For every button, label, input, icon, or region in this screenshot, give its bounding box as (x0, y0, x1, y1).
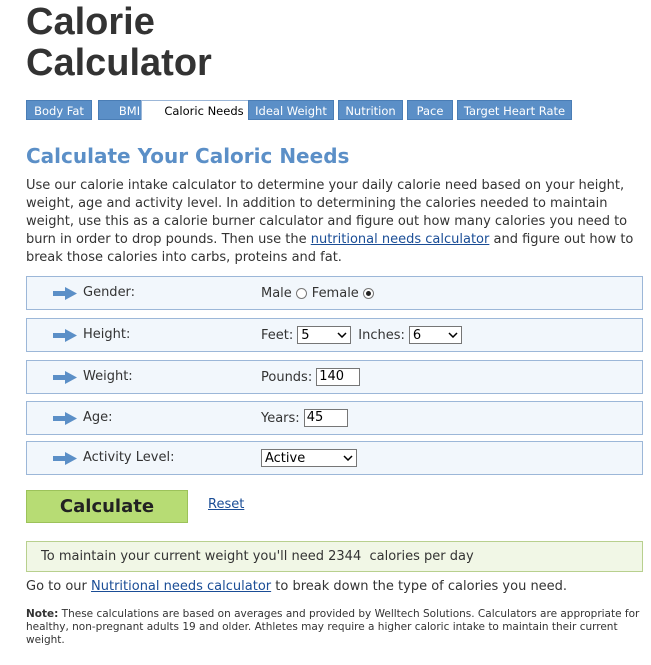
activity-field (261, 442, 357, 474)
female-radio[interactable] (363, 288, 374, 299)
result-text: To maintain your current weight you'll need (41, 549, 329, 564)
activity-row (26, 441, 643, 475)
gender-row (26, 276, 643, 310)
arrow-right-icon (53, 452, 77, 465)
intro-text-end: and figure out how to break those calories into carbs, proteins and fat. (26, 232, 634, 265)
nutritional-needs-calculator-link[interactable]: Nutritional needs calculator (91, 579, 272, 594)
goto-line (26, 578, 567, 596)
pounds-label: Pounds: (261, 369, 313, 385)
gender-label: Gender: (83, 285, 136, 300)
years-input[interactable]: 45 (304, 409, 348, 427)
feet-value: 5 (301, 327, 310, 343)
tab-bmi[interactable]: BMI (98, 100, 161, 120)
height-row (26, 318, 643, 352)
male-label: Male (261, 285, 292, 301)
result-box (26, 541, 643, 572)
goto-text: Go to our (26, 579, 92, 594)
weight-row (26, 360, 643, 394)
feet-label: Feet: (261, 327, 294, 343)
height-label: Height: (83, 327, 131, 342)
chevron-down-icon (448, 332, 458, 338)
arrow-right-icon (53, 329, 77, 342)
weight-field (261, 361, 360, 393)
years-label: Years: (261, 410, 300, 426)
weight-label: Weight: (83, 369, 133, 384)
activity-select[interactable] (261, 449, 357, 467)
inches-value: 6 (412, 327, 422, 343)
tab-body-fat[interactable]: Body Fat (26, 100, 92, 120)
inches-label: Inches: (358, 327, 405, 343)
activity-label: Activity Level: (83, 450, 175, 465)
result-calories: 2344 (328, 549, 362, 564)
arrow-right-icon (53, 412, 77, 425)
goto-text-end: to break down the type of calories you need. (271, 579, 568, 594)
arrow-right-icon (53, 287, 77, 300)
pounds-input[interactable]: 140 (316, 368, 360, 386)
age-row (26, 401, 643, 435)
tab-nutrition[interactable]: Nutrition (338, 100, 403, 120)
gender-field (261, 277, 379, 309)
tab-pace[interactable]: Pace (407, 100, 453, 120)
calculate-button[interactable]: Calculate (26, 490, 188, 523)
note-text: These calculations are based on averages and provided by Welltech Solutions. Calculators are appropriate for healthy, non-pregnant adults 19 and older. Athletes may require a higher caloric intake to maintain their current weight. (26, 608, 640, 646)
intro-text: Use our calorie intake calculator to determine your daily calorie need based on your height, weight, age and activity level. In addition to determining the calories needed to maintain weight, use this as a calorie burner calculator and figure out how many calories you need to burn in order to drop pounds. Then use the (26, 178, 628, 247)
age-label: Age: (83, 410, 113, 425)
male-radio[interactable] (296, 288, 307, 299)
disclaimer-note (26, 608, 641, 647)
tab-caloric-needs[interactable]: Caloric Needs (141, 100, 267, 120)
page-title (26, 2, 212, 84)
activity-value: Active (265, 450, 306, 466)
feet-select[interactable] (297, 326, 351, 344)
page-title-line1: Calorie (26, 1, 155, 43)
reset-link[interactable]: Reset (208, 497, 245, 512)
chevron-down-icon (343, 455, 353, 461)
result-text-end: calories per day (361, 549, 474, 564)
note-label: Note: (26, 608, 59, 620)
height-field (261, 319, 462, 351)
page-title-line2: Calculator (26, 42, 212, 84)
female-label: Female (311, 285, 359, 301)
tab-target-heart-rate[interactable]: Target Heart Rate (457, 100, 572, 120)
chevron-down-icon (337, 332, 347, 338)
inches-select[interactable] (409, 326, 462, 344)
tab-ideal-weight[interactable]: Ideal Weight (248, 100, 334, 120)
intro-paragraph (26, 177, 641, 267)
nutritional-needs-link[interactable]: nutritional needs calculator (310, 232, 490, 247)
age-field (261, 402, 348, 434)
section-title: Calculate Your Caloric Needs (26, 144, 350, 168)
arrow-right-icon (53, 371, 77, 384)
